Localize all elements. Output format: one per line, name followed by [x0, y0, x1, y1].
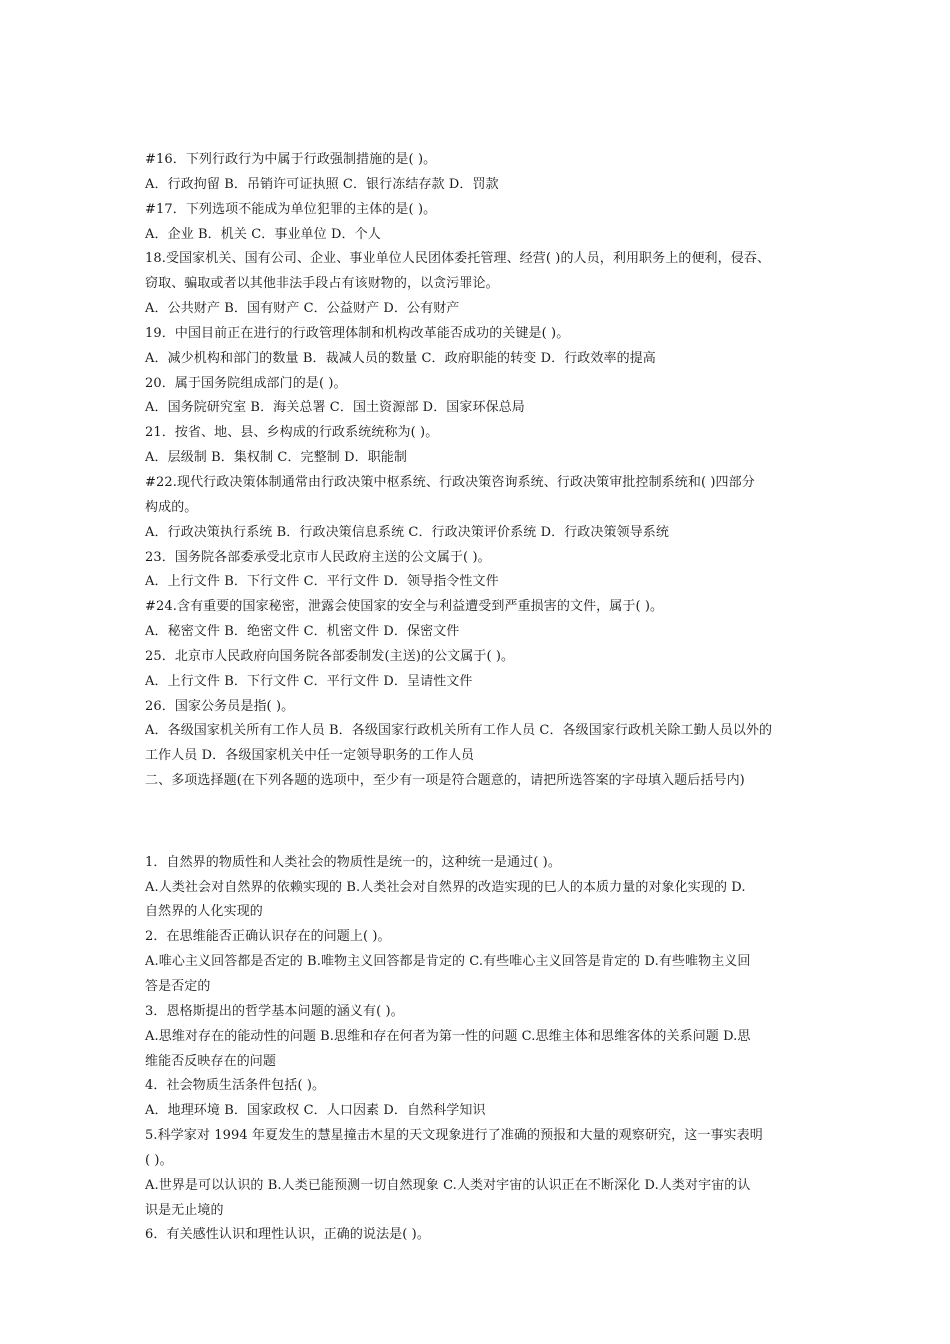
text-line: A．减少机构和部门的数量 B．裁减人员的数量 C．政府职能的转变 D．行政效率的提高	[145, 350, 656, 366]
text-line: A．秘密文件 B．绝密文件 C．机密文件 D．保密文件	[145, 624, 460, 640]
text-line: 26．国家公务员是指( )。	[145, 698, 295, 714]
text-line: A．行政决策执行系统 B．行政决策信息系统 C．行政决策评价系统 D．行政决策领导系统	[145, 524, 670, 540]
text-line: A.唯心主义回答都是否定的 B.唯物主义回答都是肯定的 C.有些唯心主义回答是肯定的 D.有些唯物主义回	[145, 954, 751, 970]
text-line: A．上行文件 B．下行文件 C．平行文件 D．呈请性文件	[145, 673, 473, 689]
text-line: A．国务院研究室 B．海关总署 C．国土资源部 D．国家环保总局	[145, 400, 525, 416]
text-line: A．行政拘留 B．吊销许可证执照 C．银行冻结存款 D．罚款	[145, 176, 499, 192]
text-line: 二、多项选择题(在下列各题的选项中，至少有一项是符合题意的，请把所选答案的字母填入题后括号内)	[145, 773, 745, 789]
text-line: 6．有关感性认识和理性认识，正确的说法是( )。	[145, 1227, 430, 1243]
text-line: 23．国务院各部委承受北京市人民政府主送的公文属于( )。	[145, 549, 491, 565]
text-line: A.世界是可以认识的 B.人类已能预测一切自然现象 C.人类对宇宙的认识正在不断深化 D.人类对宇宙的认	[145, 1177, 751, 1193]
text-line: 3．恩格斯提出的哲学基本问题的涵义有( )。	[145, 1003, 404, 1019]
text-line: 21．按省、地、县、乡构成的行政系统统称为( )。	[145, 425, 439, 441]
text-line: 4．社会物质生活条件包括( )。	[145, 1078, 326, 1094]
text-line: 维能否反映存在的问题	[145, 1053, 277, 1069]
text-line: 构成的。	[145, 499, 198, 515]
text-line: 工作人员 D．各级国家机关中任一定领导职务的工作人员	[145, 748, 475, 764]
text-line: A.思维对存在的能动性的问题 B.思维和存在何者为第一性的问题 C.思维主体和思维客体的关系问题 D.思	[145, 1028, 751, 1044]
text-line: A．上行文件 B．下行文件 C．平行文件 D．领导指令性文件	[145, 574, 499, 590]
text-line: 25．北京市人民政府向国务院各部委制发(主送)的公文属于( )。	[145, 648, 515, 664]
text-line: A．地理环境 B．国家政权 C．人口因素 D．自然科学知识	[145, 1103, 486, 1119]
text-line: 5.科学家对 1994 年夏发生的慧星撞击木星的天文现象进行了准确的预报和大量的观察研究，这一事实表明	[145, 1128, 763, 1144]
text-line: 识是无止境的	[145, 1202, 224, 1218]
text-line: A.人类社会对自然界的依赖实现的 B.人类社会对自然界的改造实现的巳人的本质力量的对象化实现的 D.	[145, 879, 746, 895]
text-line: 1．自然界的物质性和人类社会的物质性是统一的，这种统一是通过( )。	[145, 854, 561, 870]
text-line: 19．中国目前正在进行的行政管理体制和机构改革能否成功的关键是( )。	[145, 325, 570, 341]
document-page	[145, 148, 811, 1248]
text-line: ( )。	[145, 1152, 173, 1168]
text-line: 答是否定的	[145, 979, 211, 994]
text-line: 窃取、骗取或者以其他非法手段占有该财物的，以贪污罪论。	[145, 276, 499, 292]
text-line: A．公共财产 B．国有财产 C．公益财产 D．公有财产	[145, 301, 460, 317]
text-line: 18.受国家机关、国有公司、企业、事业单位人民团体委托管理、经营( )的人员，利用职务上的便利，侵吞、	[145, 251, 771, 267]
blank-line	[145, 810, 811, 835]
text-line: A．各级国家机关所有工作人员 B．各级国家行政机关所有工作人员 C．各级国家行政机关除工勤人员以外的	[145, 723, 773, 739]
text-line: 20．属于国务院组成部门的是( )。	[145, 375, 347, 391]
text-line: #17．下列选项不能成为单位犯罪的主体的是( )。	[145, 201, 437, 217]
text-line: #22.现代行政决策体制通常由行政决策中枢系统、行政决策咨询系统、行政决策审批控制系统和( )四部分	[145, 474, 755, 490]
text-line: 自然界的人化实现的	[145, 904, 263, 920]
text-line: 2．在思维能否正确认识存在的问题上( )。	[145, 929, 391, 945]
text-line: A．企业 B．机关 C．事业单位 D．个人	[145, 226, 381, 242]
text-line: #16．下列行政行为中属于行政强制措施的是( )。	[145, 152, 437, 167]
text-line: #24.含有重要的国家秘密，泄露会使国家的安全与利益遭受到严重损害的文件，属于( )。	[145, 599, 664, 615]
text-line: A．层级制 B．集权制 C．完整制 D．职能制	[145, 450, 408, 466]
